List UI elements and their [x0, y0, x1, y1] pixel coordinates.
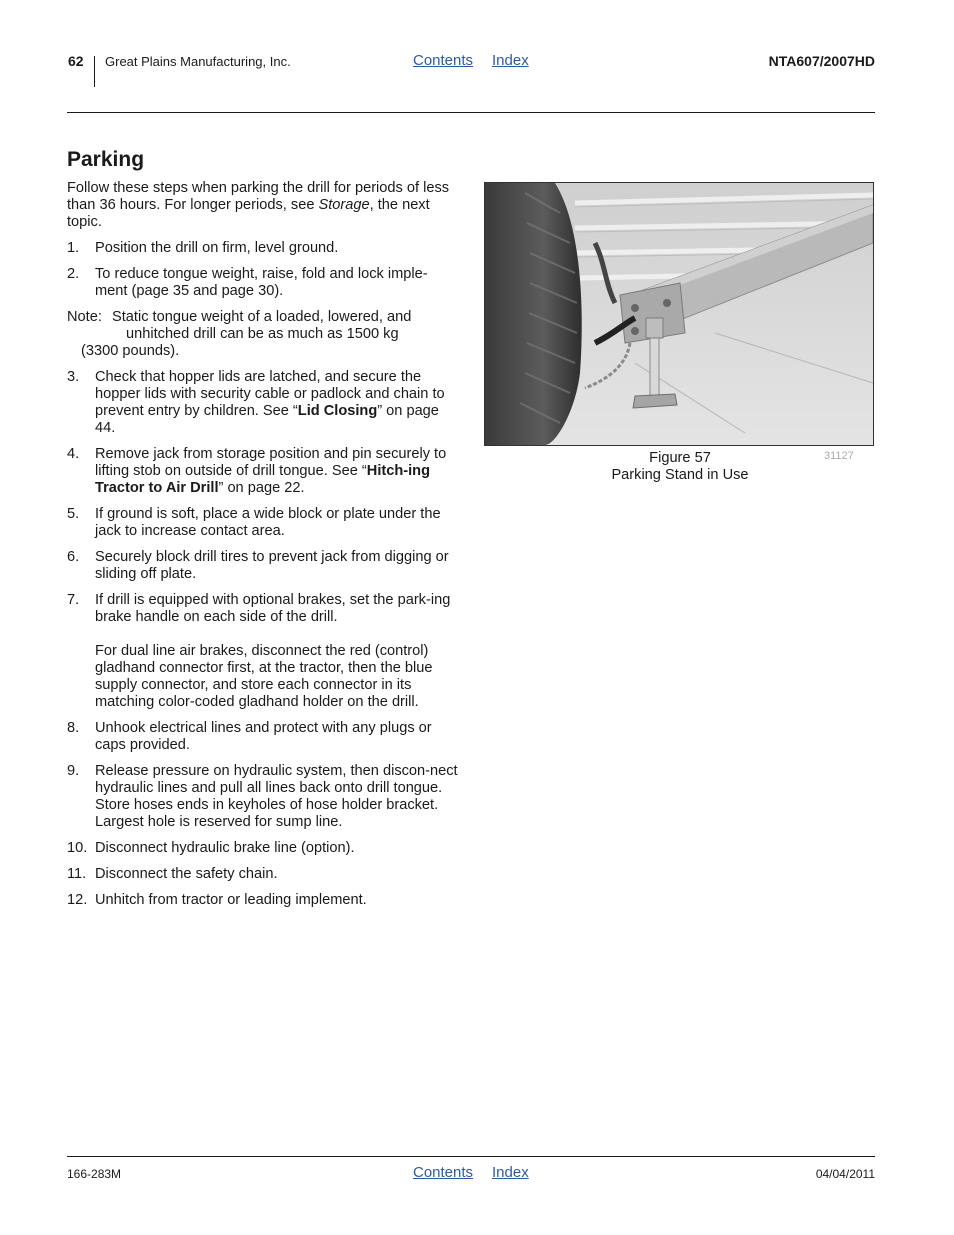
header-divider	[94, 56, 95, 87]
step-5: 5. If ground is soft, place a wide block or plate under the jack to increase contact area.	[67, 506, 441, 539]
note-label: Note:	[67, 309, 102, 325]
header-index-link[interactable]: Index	[492, 52, 529, 69]
footer-index-link[interactable]: Index	[492, 1164, 529, 1181]
page-number: 62	[68, 53, 84, 69]
parking-stand-illustration	[485, 183, 873, 445]
footer-rule	[67, 1156, 875, 1157]
lid-closing-reference: Lid Closing	[297, 403, 378, 419]
weight-note: Note: Static tongue weight of a loaded, lowered, and unhitched drill can be as much as 1500 kg (3300 pounds).	[67, 309, 412, 359]
step-10: 10. Disconnect hydraulic brake line (option).	[67, 840, 355, 856]
intro-paragraph: Follow these steps when parking the drill for periods of less than 36 hours. For longer periods, see Storage, the next topic.	[67, 180, 450, 230]
document-number: 166-283M	[67, 1167, 122, 1181]
hitching-reference: Hitch-ing Tractor to Air Drill	[95, 463, 431, 496]
publication-date: 04/04/2011	[815, 1167, 875, 1181]
air-brake-paragraph: For dual line air brakes, disconnect the red (control) gladhand connector first, at the tractor, then the blue supply connector, and store each connector in its matching color-coded gladhand holder on the drill.	[95, 643, 433, 710]
step-12: 12. Unhitch from tractor or leading implement.	[67, 892, 367, 908]
step-2: 2. To reduce tongue weight, raise, fold and lock imple-ment (page 35 and page 30).	[67, 266, 428, 299]
figure-number: Figure 57	[649, 450, 711, 466]
company-name: Great Plains Manufacturing, Inc.	[105, 54, 291, 69]
step-4: 4. Remove jack from storage position and pin securely to lifting stob on outside of drill tongue. See “Hitch-ing Tractor to Air Drill” on page 22.	[67, 446, 447, 496]
step-8: 8. Unhook electrical lines and protect with any plugs or caps provided.	[67, 720, 432, 753]
storage-reference: Storage	[318, 197, 370, 213]
step-7: 7. If drill is equipped with optional brakes, set the park-ing brake handle on each side of the drill. For dual line air brakes, disconnect the red (control) gladhand connector first, at the tractor, then the blue supply connector, and store each connector in its matching color-coded gladhand holder on the drill.	[67, 592, 459, 711]
instruction-column	[67, 180, 459, 918]
parking-stand-photo	[484, 182, 874, 446]
figure-title: Parking Stand in Use	[611, 467, 749, 483]
step-1: 1. Position the drill on firm, level ground.	[67, 240, 339, 256]
model-number: NTA607/2007HD	[768, 53, 875, 69]
header-contents-link[interactable]: Contents	[413, 52, 474, 69]
step-11: 11. Disconnect the safety chain.	[67, 866, 278, 882]
step-9: 9. Release pressure on hydraulic system, then discon-nect hydraulic lines and pull all lines back onto drill tongue. Store hoses ends in keyholes of hose holder bracket. Largest hole is reserved for sump line.	[67, 763, 458, 830]
figure-id: 31127	[824, 450, 854, 462]
step-6: 6. Securely block drill tires to prevent jack from digging or sliding off plate.	[67, 549, 449, 582]
footer-contents-link[interactable]: Contents	[413, 1164, 474, 1181]
header-rule	[67, 112, 875, 113]
step-3: 3. Check that hopper lids are latched, and secure the hopper lids with security cable or padlock and chain to prevent entry by children. See “Lid Closing” on page 44.	[67, 369, 445, 436]
section-title: Parking	[67, 148, 145, 171]
figure-caption	[484, 450, 876, 484]
